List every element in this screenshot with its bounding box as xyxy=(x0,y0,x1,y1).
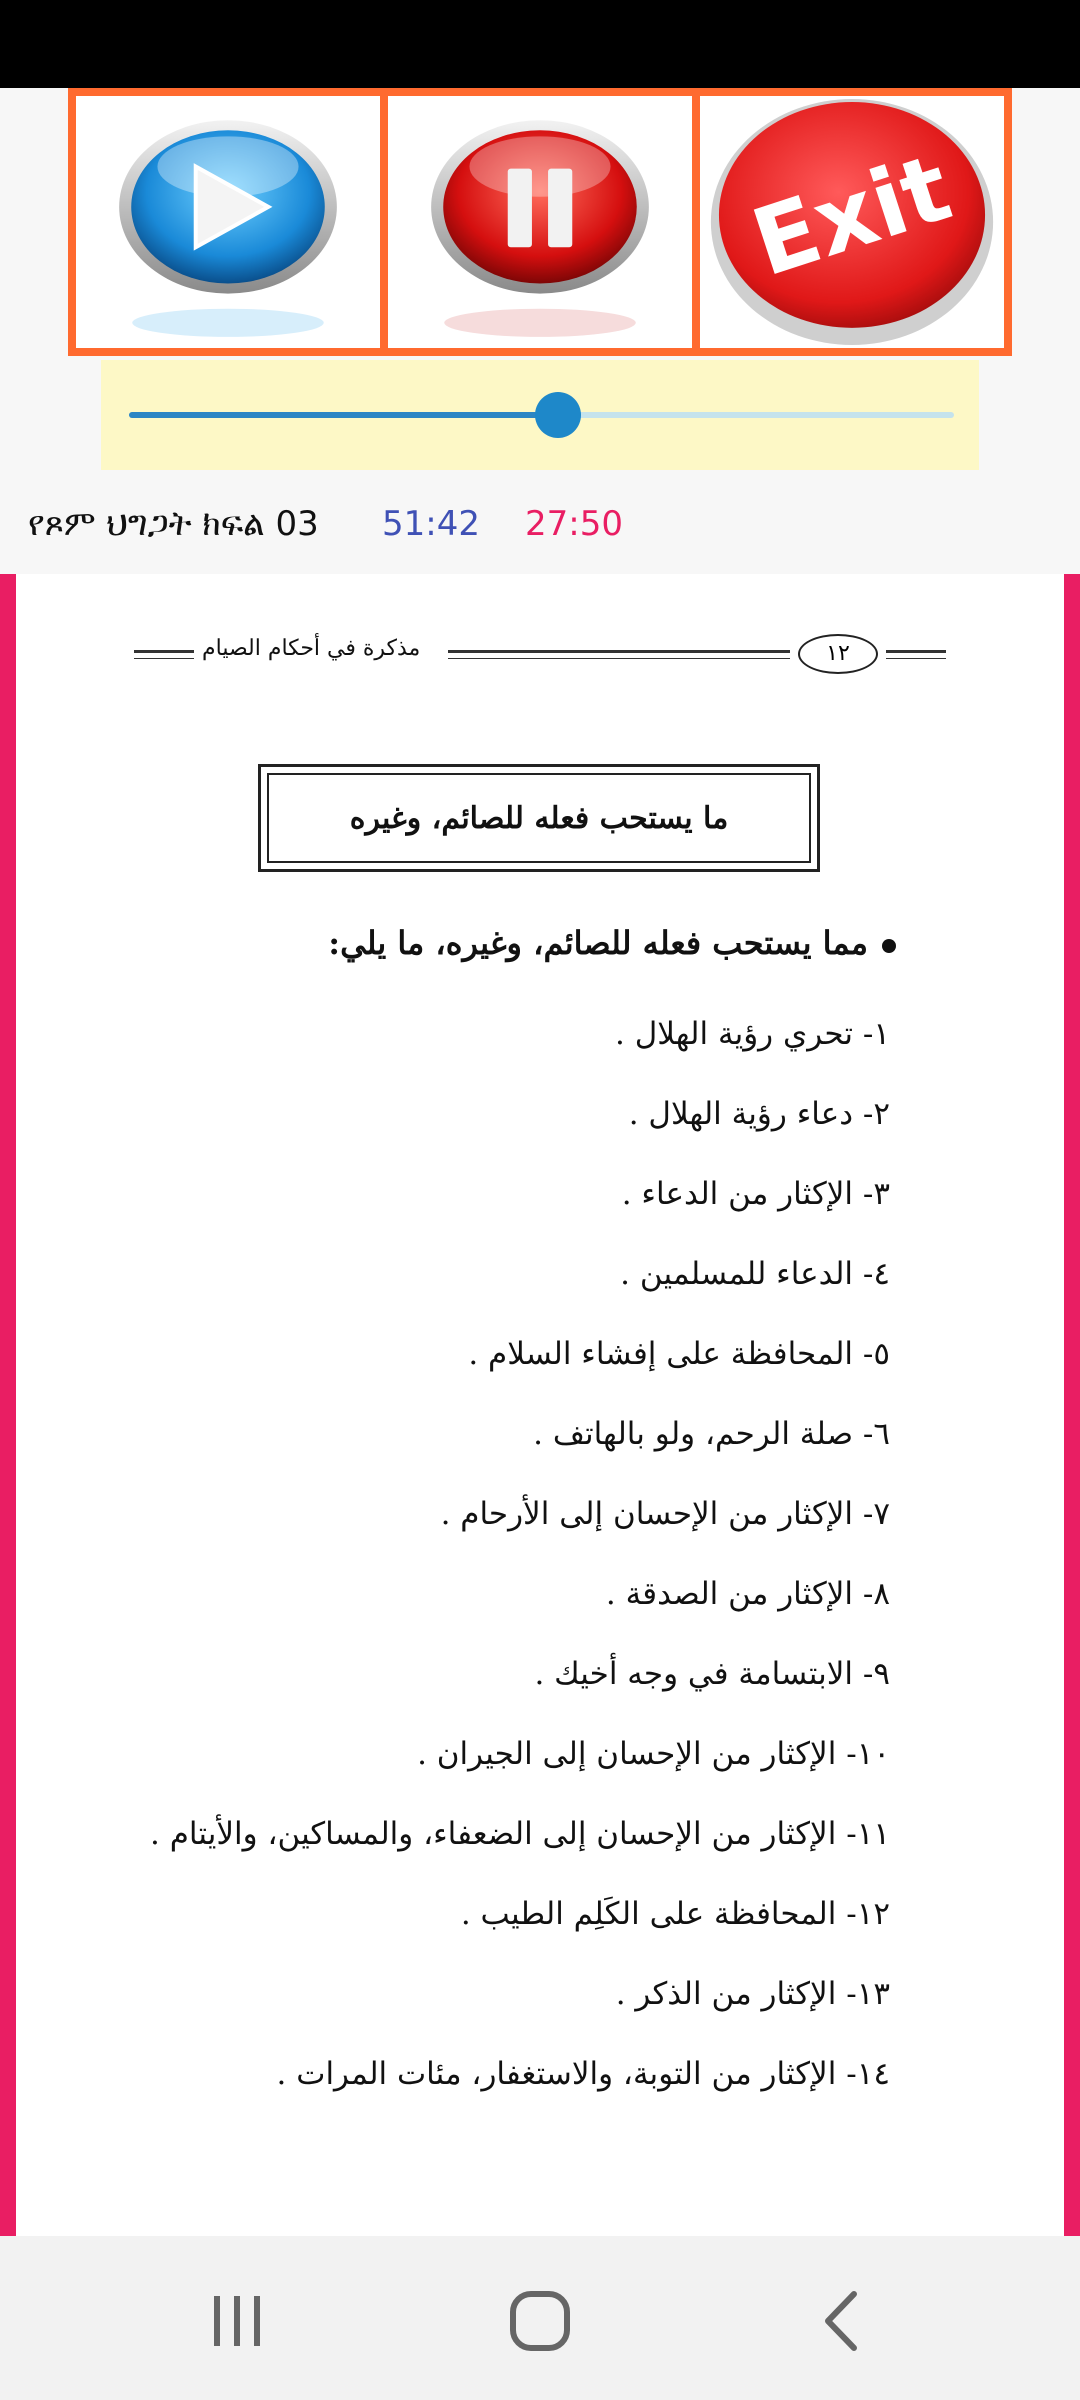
exit-button[interactable] xyxy=(700,96,1004,348)
seek-thumb[interactable] xyxy=(535,392,581,438)
book-page[interactable] xyxy=(0,574,1080,2236)
navigation-bar xyxy=(0,2236,1080,2400)
list-item: ١٠- الإكثار من الإحسان إلى الجيران . xyxy=(417,1736,890,1772)
seek-progress xyxy=(129,412,558,418)
list-item: ٧- الإكثار من الإحسان إلى الأرحام . xyxy=(440,1496,890,1532)
list-item: ٨- الإكثار من الصدقة . xyxy=(605,1576,890,1612)
section-title-box xyxy=(258,764,820,872)
list-item: ٤- الدعاء للمسلمين . xyxy=(620,1256,890,1292)
lead-label: مما يستحب فعله للصائم، وغيره، ما يلي: xyxy=(328,924,868,962)
list-item: ٩- الابتسامة في وجه أخيك . xyxy=(534,1656,890,1692)
list-item: ٦- صلة الرحم، ولو بالهاتف . xyxy=(533,1416,890,1452)
list-item: ٥- المحافظة على إفشاء السلام . xyxy=(468,1336,890,1372)
seek-panel xyxy=(101,360,979,470)
home-button[interactable] xyxy=(495,2276,585,2366)
back-button[interactable] xyxy=(798,2276,888,2366)
list-item: ١١- الإكثار من الإحسان إلى الضعفاء، والمساكين، والأيتام . xyxy=(150,1816,890,1852)
list-item: ١٤- الإكثار من التوبة، والاستغفار، مئات المرات . xyxy=(276,2056,890,2092)
play-icon xyxy=(76,96,380,348)
recents-icon xyxy=(192,2276,282,2366)
home-icon xyxy=(495,2276,585,2366)
status-bar xyxy=(0,0,1080,88)
list-item: ١٣- الإكثار من الذكر . xyxy=(615,1976,890,2012)
play-button[interactable] xyxy=(76,96,380,348)
page-header xyxy=(130,632,950,682)
track-info xyxy=(0,496,1080,556)
back-icon xyxy=(798,2276,888,2366)
exit-label: Exit xyxy=(740,133,963,298)
player-controls xyxy=(68,88,1012,356)
track-title: የጾም ህግጋት ክፍል 03 xyxy=(28,504,319,544)
header-title: مذكرة في أحكام الصيام xyxy=(202,636,421,661)
current-time: 27:50 xyxy=(525,504,623,544)
lead-text xyxy=(328,924,896,962)
recents-button[interactable] xyxy=(192,2276,282,2366)
list-item: ٣- الإكثار من الدعاء . xyxy=(621,1176,890,1212)
seek-bar[interactable] xyxy=(129,412,954,418)
items-list xyxy=(10,994,890,2114)
list-item: ١٢- المحافظة على الكَلِم الطيب . xyxy=(460,1896,890,1932)
bullet-icon xyxy=(882,939,896,953)
list-item: ٢- دعاء رؤية الهلال . xyxy=(628,1096,890,1132)
pause-icon xyxy=(388,96,692,348)
total-time: 51:42 xyxy=(382,504,480,544)
list-item: ١- تحري رؤية الهلال . xyxy=(615,1016,890,1052)
page-number: ١٢ xyxy=(798,634,878,674)
section-title: ما يستحب فعله للصائم، وغيره xyxy=(267,773,811,863)
exit-icon xyxy=(700,96,1004,348)
page-border-right xyxy=(1064,574,1080,2236)
pause-button[interactable] xyxy=(388,96,692,348)
